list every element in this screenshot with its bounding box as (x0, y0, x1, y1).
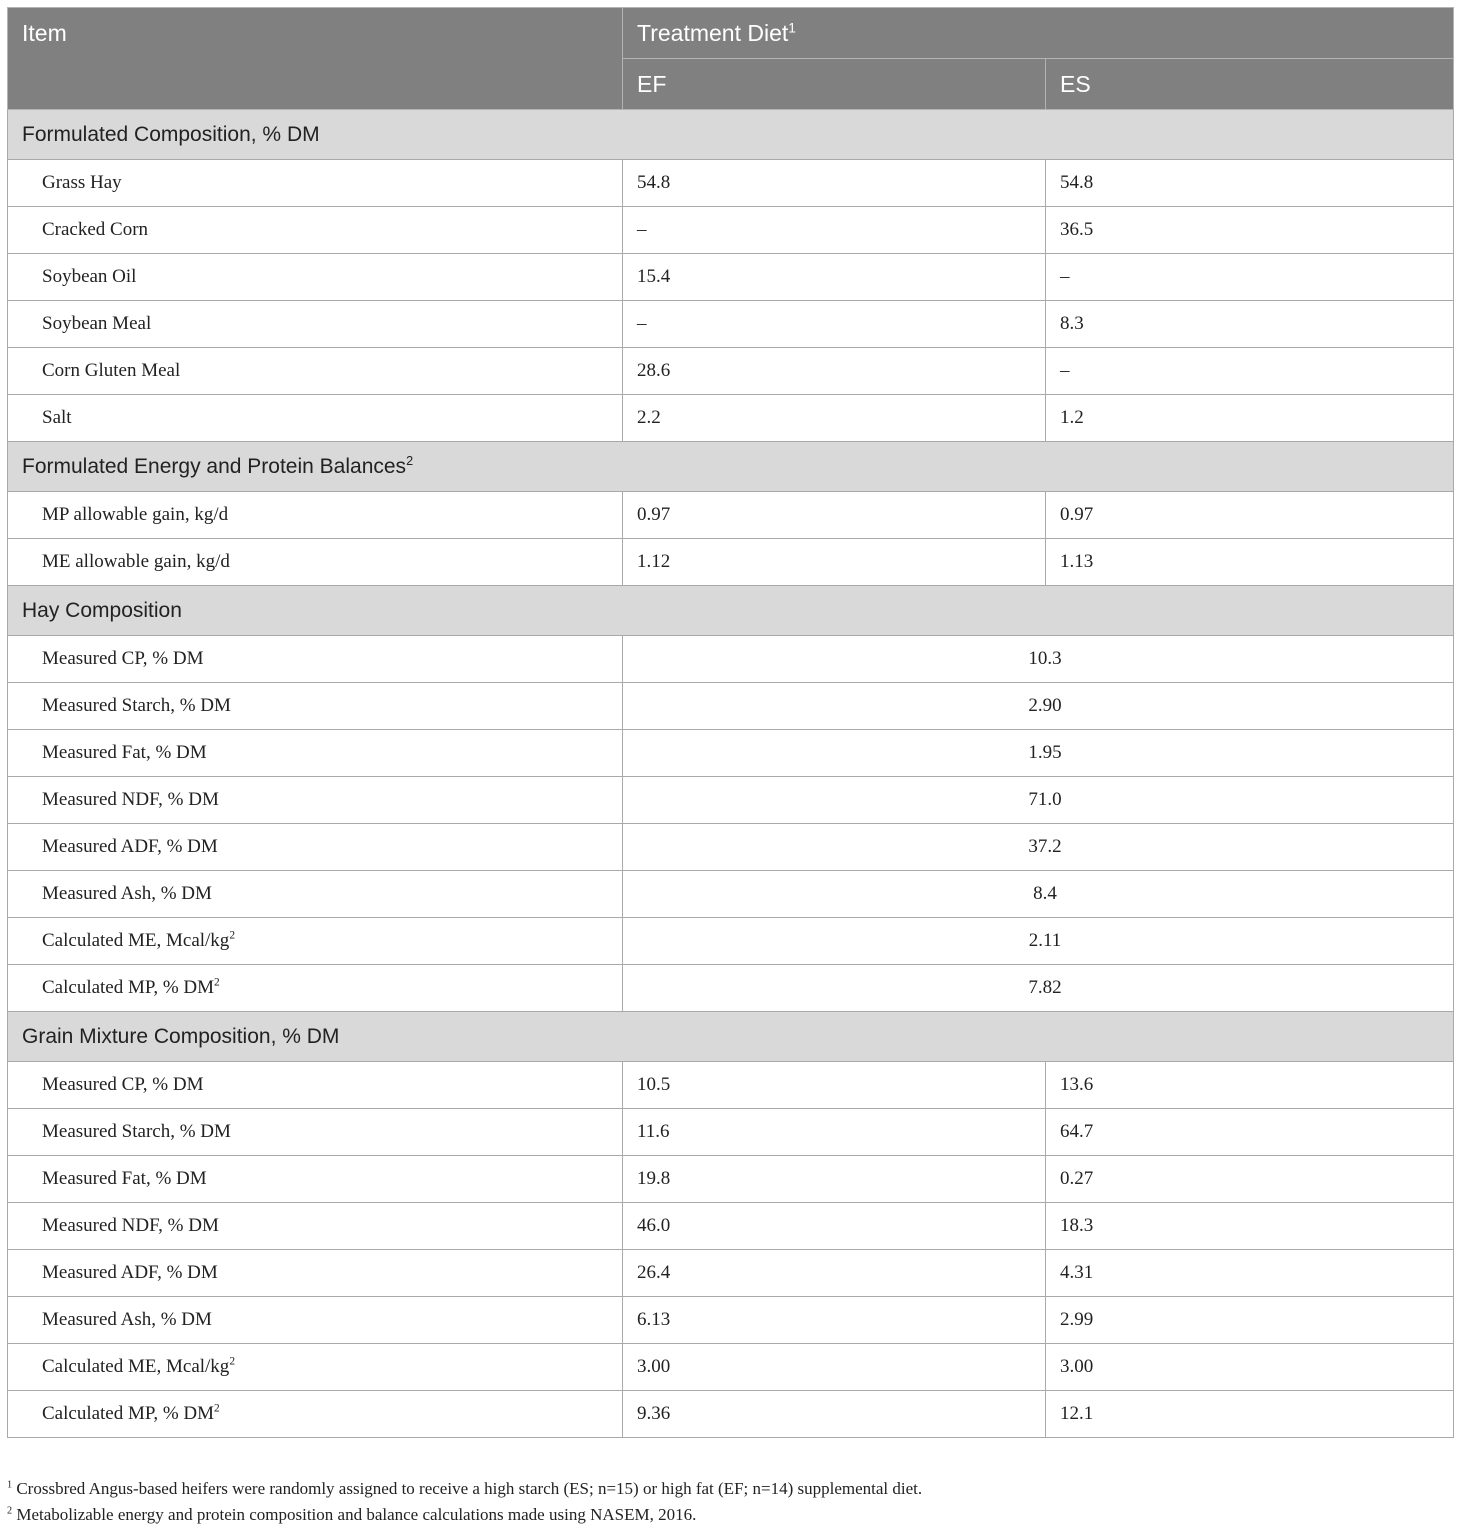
row-label: Measured ADF, % DM (8, 1250, 623, 1297)
row-label: Measured NDF, % DM (8, 1203, 623, 1250)
footnote (7, 1476, 1453, 1502)
table-row (8, 730, 1454, 777)
row-label: Measured Ash, % DM (8, 1297, 623, 1344)
table-row (8, 1156, 1454, 1203)
section-title: Formulated Composition, % DM (8, 110, 1454, 160)
cell-value-ef: 28.6 (623, 348, 1046, 395)
cell-value-merged: 8.4 (623, 871, 1454, 918)
table-row (8, 207, 1454, 254)
table-row (8, 1250, 1454, 1297)
cell-value-es: 3.00 (1046, 1344, 1454, 1391)
row-label-sup: 2 (229, 929, 236, 942)
cell-value-merged: 1.95 (623, 730, 1454, 777)
table-row (8, 254, 1454, 301)
header-row-top (8, 8, 1454, 59)
cell-value-ef: 19.8 (623, 1156, 1046, 1203)
table-row (8, 777, 1454, 824)
section-title: Grain Mixture Composition, % DM (8, 1012, 1454, 1062)
row-label: Corn Gluten Meal (8, 348, 623, 395)
cell-value-merged: 37.2 (623, 824, 1454, 871)
cell-value-es: – (1046, 348, 1454, 395)
cell-value-es: 54.8 (1046, 160, 1454, 207)
cell-value-ef: 0.97 (623, 492, 1046, 539)
cell-value-merged: 7.82 (623, 965, 1454, 1012)
row-label: Calculated MP, % $DM^2$ (8, 1391, 623, 1438)
header-item: Item (8, 8, 623, 110)
cell-value-es: – (1046, 254, 1454, 301)
footnote-mark: 1 (7, 1479, 13, 1491)
table-row (8, 395, 1454, 442)
header-col-es: ES (1046, 59, 1454, 110)
table-row (8, 918, 1454, 965)
row-label: Cracked Corn (8, 207, 623, 254)
header-treatment-diet: Treatment Diet$^1$ (623, 8, 1454, 59)
row-label: MP allowable gain, kg/d (8, 492, 623, 539)
table-row (8, 965, 1454, 1012)
row-label: Measured CP, % DM (8, 636, 623, 683)
cell-value-merged: 2.11 (623, 918, 1454, 965)
table-row (8, 824, 1454, 871)
diet-composition-table (7, 7, 1454, 1438)
table-row (8, 160, 1454, 207)
cell-value-ef: – (623, 301, 1046, 348)
cell-value-ef: – (623, 207, 1046, 254)
row-label: Calculated ME, Mcal/$kg^2$ (8, 918, 623, 965)
table-row (8, 539, 1454, 586)
section-title-sup: 2 (406, 453, 414, 468)
cell-value-ef: 9.36 (623, 1391, 1046, 1438)
table-row (8, 871, 1454, 918)
row-label: Grass Hay (8, 160, 623, 207)
cell-value-es: 0.27 (1046, 1156, 1454, 1203)
footnote (7, 1502, 1453, 1528)
row-label: Measured ADF, % DM (8, 824, 623, 871)
cell-value-ef: 10.5 (623, 1062, 1046, 1109)
section-header-row (8, 586, 1454, 636)
table-footnotes (7, 1476, 1453, 1528)
table-row (8, 1344, 1454, 1391)
cell-value-ef: 2.2 (623, 395, 1046, 442)
row-label: Measured Ash, % DM (8, 871, 623, 918)
table-row (8, 636, 1454, 683)
table-row (8, 492, 1454, 539)
cell-value-ef: 54.8 (623, 160, 1046, 207)
footnote-text: Crossbred Angus-based heifers were randomly assigned to receive a high starch (ES; n=15) or high fat (EF; n=14) supplemental diet. (16, 1479, 923, 1498)
cell-value-es: 4.31 (1046, 1250, 1454, 1297)
header-treatment-sup: 1 (788, 19, 796, 35)
cell-value-ef: 11.6 (623, 1109, 1046, 1156)
cell-value-ef: 6.13 (623, 1297, 1046, 1344)
section-header-row (8, 442, 1454, 492)
cell-value-es: 18.3 (1046, 1203, 1454, 1250)
row-label: Salt (8, 395, 623, 442)
cell-value-es: 8.3 (1046, 301, 1454, 348)
cell-value-es: 1.2 (1046, 395, 1454, 442)
row-label-sup: 2 (214, 976, 220, 989)
row-label: Calculated MP, % $DM^2$ (8, 965, 623, 1012)
cell-value-merged: 10.3 (623, 636, 1454, 683)
row-label: Measured NDF, % DM (8, 777, 623, 824)
table-row (8, 1391, 1454, 1438)
footnote-mark: 2 (7, 1505, 13, 1517)
cell-value-ef: 26.4 (623, 1250, 1046, 1297)
cell-value-merged: 2.90 (623, 683, 1454, 730)
section-header-row (8, 110, 1454, 160)
row-label: Measured Starch, % DM (8, 683, 623, 730)
cell-value-es: 64.7 (1046, 1109, 1454, 1156)
table-row (8, 1062, 1454, 1109)
section-title: Formulated Energy and Protein Balances$^2$ (8, 442, 1454, 492)
table-row (8, 1109, 1454, 1156)
cell-value-es: 1.13 (1046, 539, 1454, 586)
cell-value-es: 2.99 (1046, 1297, 1454, 1344)
cell-value-ef: 1.12 (623, 539, 1046, 586)
footnote-text: Metabolizable energy and protein composition and balance calculations made using NASEM, 2016. (16, 1505, 697, 1524)
table-row (8, 1203, 1454, 1250)
table-row (8, 683, 1454, 730)
row-label: Measured CP, % DM (8, 1062, 623, 1109)
row-label: Measured Fat, % DM (8, 730, 623, 777)
row-label-sup: 2 (229, 1355, 236, 1368)
section-title: Hay Composition (8, 586, 1454, 636)
cell-value-es: 12.1 (1046, 1391, 1454, 1438)
cell-value-es: 36.5 (1046, 207, 1454, 254)
table-row (8, 301, 1454, 348)
row-label: Measured Starch, % DM (8, 1109, 623, 1156)
row-label: ME allowable gain, kg/d (8, 539, 623, 586)
row-label: Soybean Meal (8, 301, 623, 348)
row-label: Soybean Oil (8, 254, 623, 301)
row-label: Calculated ME, Mcal/$kg^2$ (8, 1344, 623, 1391)
table-row (8, 1297, 1454, 1344)
section-header-row (8, 1012, 1454, 1062)
row-label-sup: 2 (214, 1402, 220, 1415)
cell-value-ef: 15.4 (623, 254, 1046, 301)
cell-value-ef: 46.0 (623, 1203, 1046, 1250)
row-label: Measured Fat, % DM (8, 1156, 623, 1203)
cell-value-ef: 3.00 (623, 1344, 1046, 1391)
cell-value-merged: 71.0 (623, 777, 1454, 824)
cell-value-es: 13.6 (1046, 1062, 1454, 1109)
table-row (8, 348, 1454, 395)
header-col-ef: EF (623, 59, 1046, 110)
cell-value-es: 0.97 (1046, 492, 1454, 539)
